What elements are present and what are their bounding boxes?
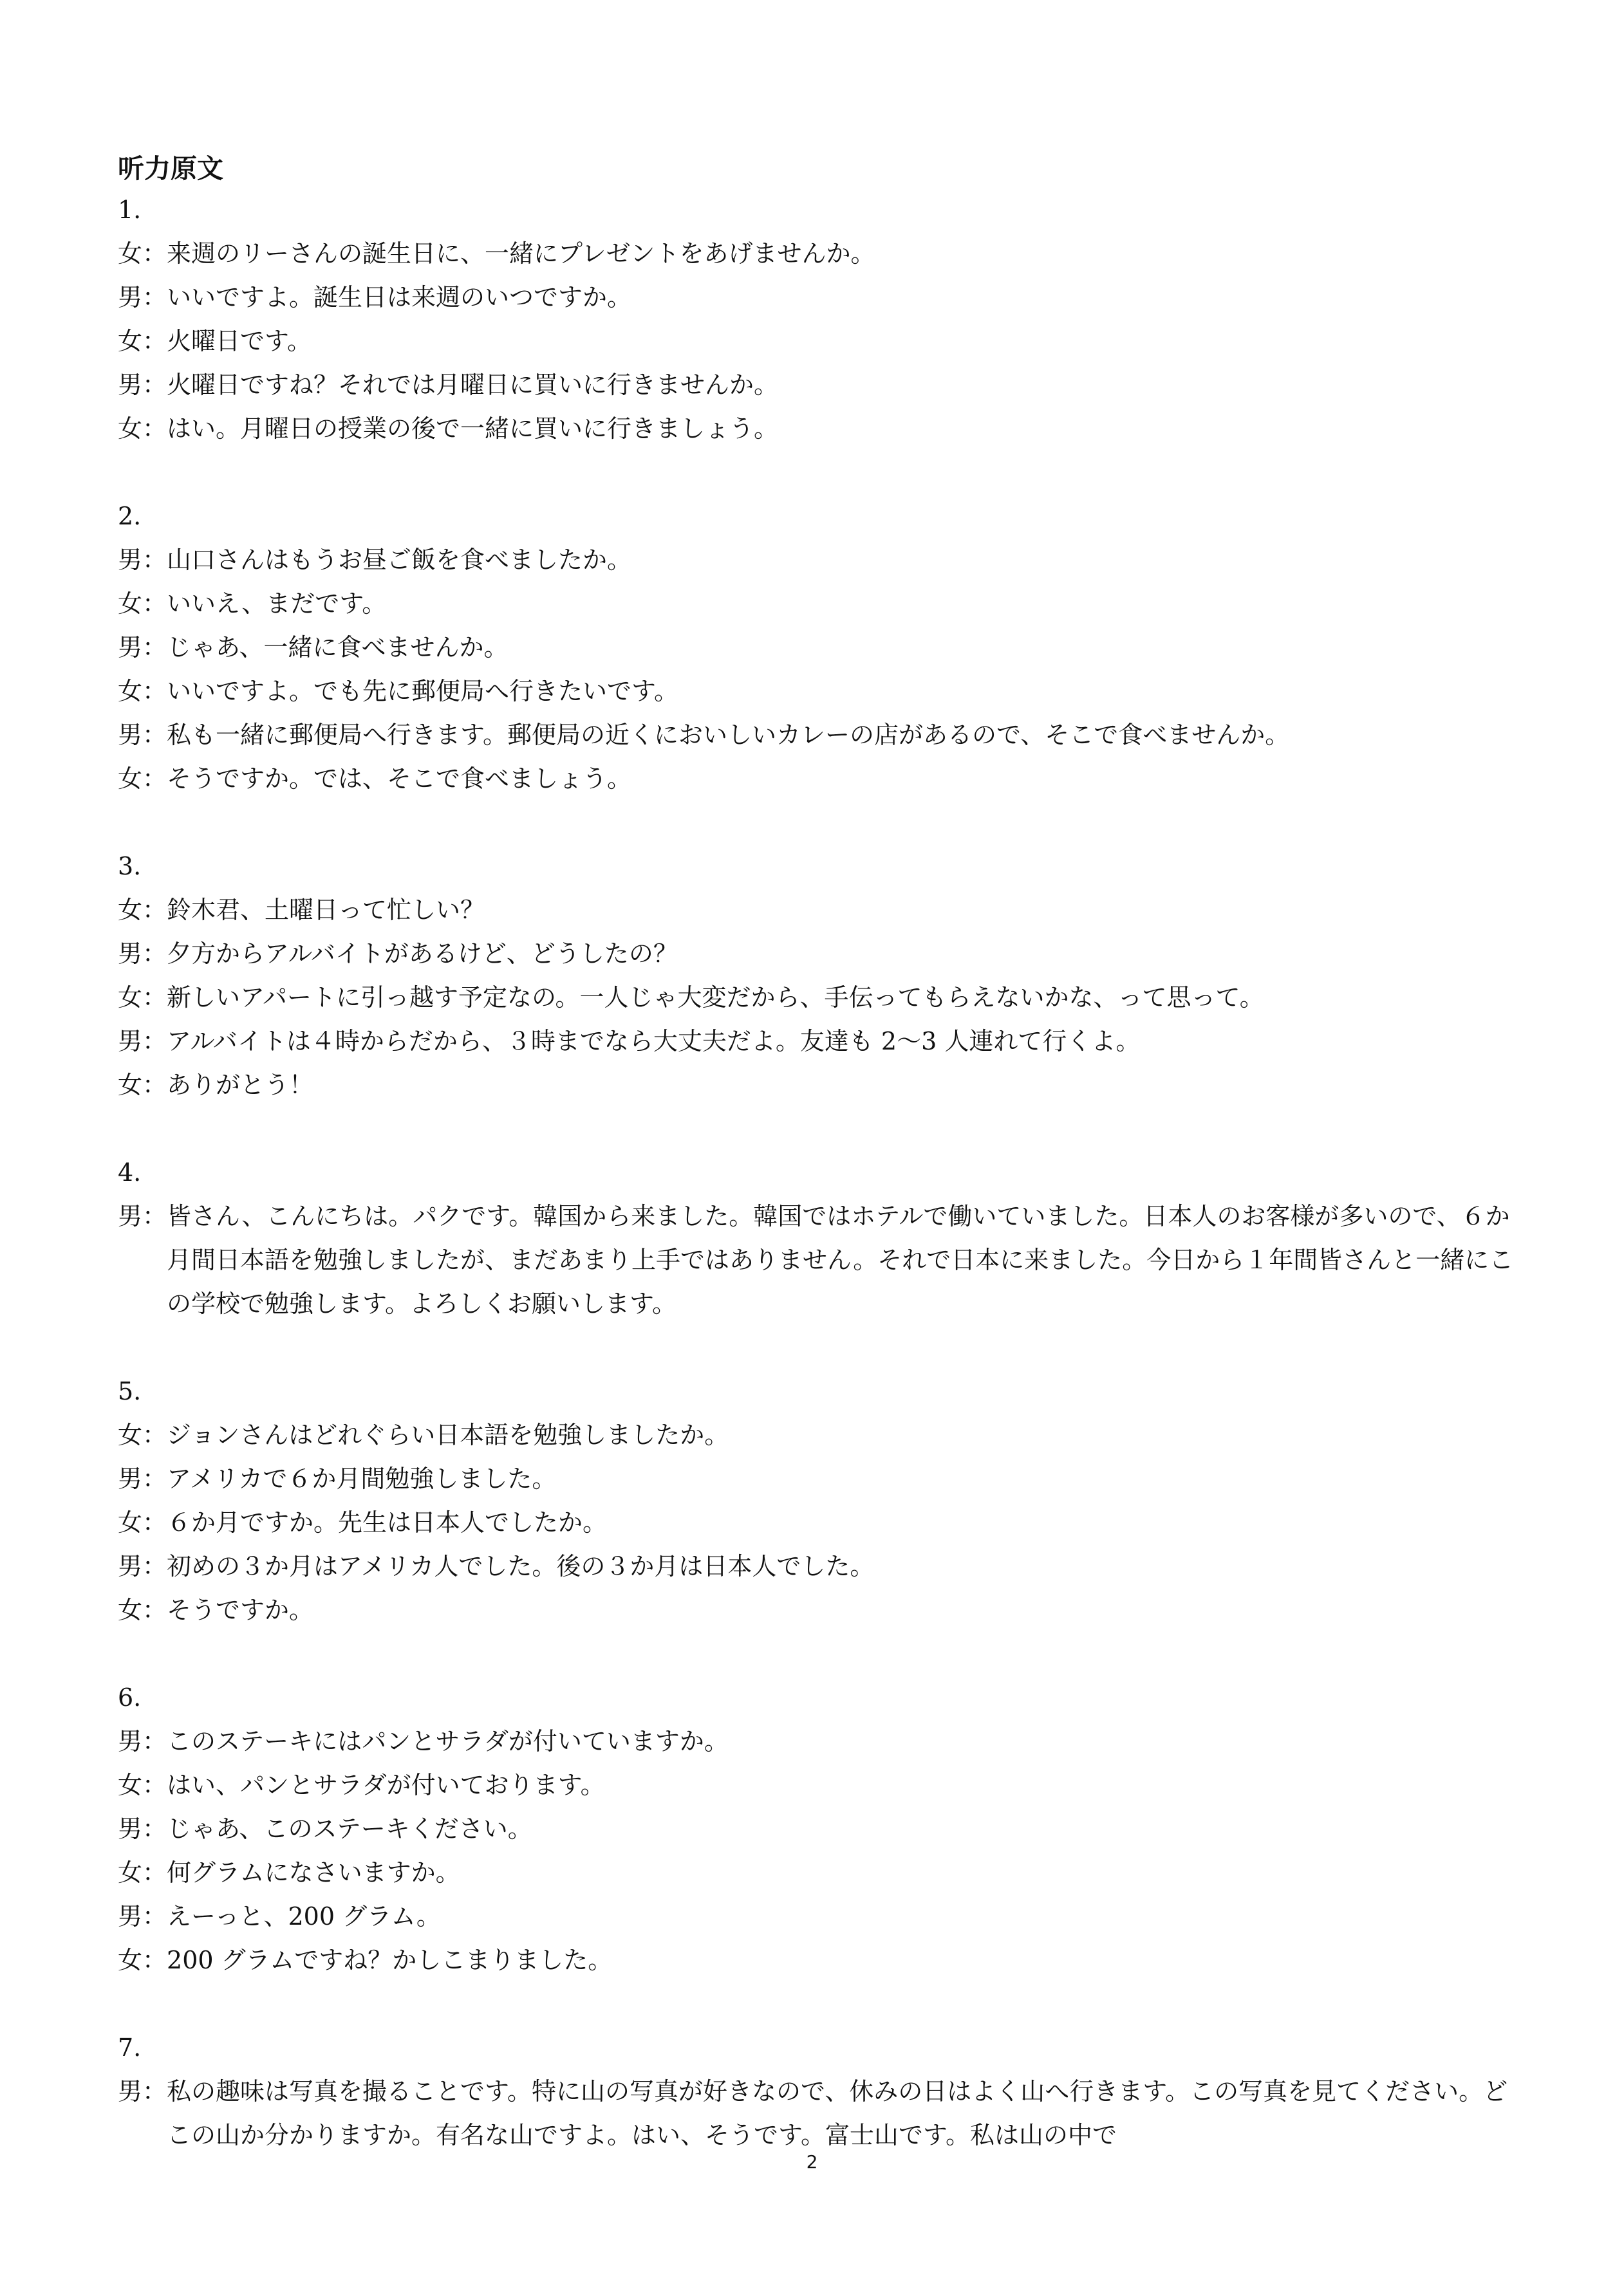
speaker-label: 女： [118, 983, 167, 1012]
dialogue-line [118, 1063, 1521, 1107]
speaker-label: 女： [118, 764, 167, 793]
speaker-label: 男： [118, 633, 167, 662]
dialogue-line [118, 1719, 1521, 1763]
utterance-text: 皆さん、こんにちは。パクです。韓国から来ました。韓国ではホテルで働いていました。日本人のお客様が多いので、６か月間日本語を勉強しましたが、まだあまり上手ではありません。それで日本に来ました。今日から１年間皆さんと一緒にこの学校で勉強します。よろしくお願いします。 [167, 1202, 1514, 1318]
utterance-text: いいえ、まだです。 [167, 589, 387, 618]
utterance-text: えーっと、200 グラム。 [167, 1902, 441, 1930]
dialogue-section [118, 188, 1521, 450]
speaker-label: 男： [118, 1815, 167, 1843]
utterance-text: はい、パンとサラダが付いております。 [167, 1771, 605, 1799]
dialogue-line [118, 1851, 1521, 1894]
dialogue-line [118, 1588, 1521, 1632]
dialogue-line [118, 363, 1521, 407]
utterance-text: アルバイトは４時からだから、３時までなら大丈夫だよ。友達も 2〜3 人連れて行くよ。 [167, 1027, 1141, 1055]
utterance-text: 私の趣味は写真を撮ることです。特に山の写真が好きなので、休みの日はよく山へ行きます。この写真を見てください。どこの山か分かりますか。有名な山ですよ。はい、そうです。富士山です。私は山の中で [167, 2077, 1508, 2149]
dialogue-line [118, 1501, 1521, 1544]
section-number: 2. [118, 502, 142, 530]
utterance-text: 新しいアパートに引っ越す予定なの。一人じゃ大変だから、手伝ってもらえないかな、って思って。 [167, 983, 1264, 1012]
utterance-text: 来週のリーさんの誕生日に、一緒にプレゼントをあげませんか。 [167, 239, 875, 268]
utterance-text: 鈴木君、土曜日って忙しい？ [167, 896, 485, 924]
speaker-label: 女： [118, 589, 167, 618]
speaker-label: 女： [118, 1421, 167, 1449]
utterance-text: アメリカで６か月間勉強しました。 [167, 1465, 557, 1493]
dialogue-line [118, 538, 1521, 582]
document-title: 听力原文 [118, 153, 223, 184]
utterance-text: 初めの３か月はアメリカ人でした。後の３か月は日本人でした。 [167, 1552, 875, 1580]
speaker-label: 女： [118, 1858, 167, 1887]
dialogue-line [118, 1894, 1521, 1938]
speaker-label: 男： [118, 1552, 167, 1580]
speaker-label: 女： [118, 414, 167, 443]
dialogue-sections [118, 188, 1521, 2157]
speaker-label: 男： [118, 546, 167, 574]
utterance-text: そうですか。では、そこで食べましょう。 [167, 764, 632, 793]
speaker-label: 男： [118, 283, 167, 311]
dialogue-line [118, 275, 1521, 319]
dialogue-line [118, 888, 1521, 932]
utterance-text: ６か月ですか。先生は日本人でしたか。 [167, 1508, 608, 1537]
dialogue-line [118, 1544, 1521, 1588]
dialogue-line [118, 319, 1521, 363]
speaker-label: 男： [118, 1027, 167, 1055]
speaker-label: 男： [118, 940, 167, 968]
utterance-text: 火曜日ですね？それでは月曜日に買いに行きませんか。 [167, 371, 779, 399]
speaker-label: 女： [118, 1508, 167, 1537]
speaker-label: 女： [118, 1071, 167, 1099]
dialogue-line [118, 1413, 1521, 1457]
speaker-label: 男： [118, 2077, 167, 2106]
utterance-text: 山口さんはもうお昼ご飯を食べましたか。 [167, 546, 632, 574]
dialogue-line [118, 713, 1521, 757]
section-number: 4. [118, 1158, 142, 1187]
speaker-label: 女： [118, 1771, 167, 1799]
speaker-label: 女： [118, 327, 167, 355]
dialogue-section [118, 844, 1521, 1107]
dialogue-line [118, 582, 1521, 625]
dialogue-line [118, 1938, 1521, 1982]
dialogue-line [118, 2069, 1521, 2157]
utterance-text: ありがとう！ [167, 1071, 314, 1099]
dialogue-line [118, 932, 1521, 976]
dialogue-section [118, 1151, 1521, 1326]
utterance-text: 火曜日です。 [167, 327, 312, 355]
dialogue-section [118, 1676, 1521, 1982]
speaker-label: 男： [118, 371, 167, 399]
speaker-label: 男： [118, 1202, 167, 1230]
dialogue-line [118, 757, 1521, 801]
dialogue-section [118, 2026, 1521, 2157]
document-body [118, 149, 1521, 2157]
utterance-text: じゃあ、このステーキください。 [167, 1815, 532, 1843]
speaker-label: 女： [118, 1946, 167, 1974]
dialogue-line [118, 232, 1521, 275]
dialogue-line [118, 407, 1521, 450]
dialogue-line [118, 1763, 1521, 1807]
speaker-label: 女： [118, 896, 167, 924]
section-number: 3. [118, 852, 142, 880]
utterance-text: 何グラムになさいますか。 [167, 1858, 460, 1887]
utterance-text: いいですよ。誕生日は来週のいつですか。 [167, 283, 632, 311]
utterance-text: そうですか。 [167, 1596, 314, 1624]
speaker-label: 男： [118, 1727, 167, 1755]
utterance-text: 私も一緒に郵便局へ行きます。郵便局の近くにおいしいカレーの店があるので、そこで食べませんか。 [167, 721, 1290, 749]
speaker-label: 女： [118, 239, 167, 268]
dialogue-line [118, 1807, 1521, 1851]
utterance-text: はい。月曜日の授業の後で一緒に買いに行きましょう。 [167, 414, 779, 443]
utterance-text: じゃあ、一緒に食べませんか。 [167, 633, 509, 662]
speaker-label: 男： [118, 1902, 167, 1930]
dialogue-section [118, 1369, 1521, 1632]
dialogue-line [118, 669, 1521, 713]
utterance-text: ジョンさんはどれぐらい日本語を勉強しましたか。 [167, 1421, 729, 1449]
speaker-label: 女： [118, 1596, 167, 1624]
speaker-label: 女： [118, 677, 167, 705]
section-number: 6. [118, 1683, 142, 1712]
section-number: 1. [118, 196, 142, 224]
speaker-label: 男： [118, 1465, 167, 1493]
section-number: 5. [118, 1377, 142, 1405]
speaker-label: 男： [118, 721, 167, 749]
utterance-text: このステーキにはパンとサラダが付いていますか。 [167, 1727, 729, 1755]
dialogue-section [118, 494, 1521, 801]
section-number: 7. [118, 2033, 142, 2062]
utterance-text: いいですよ。でも先に郵便局へ行きたいです。 [167, 677, 678, 705]
dialogue-line [118, 1019, 1521, 1063]
utterance-text: 夕方からアルバイトがあるけど、どうしたの？ [167, 940, 678, 968]
utterance-text: 200 グラムですね？かしこまりました。 [167, 1946, 613, 1974]
dialogue-line [118, 1457, 1521, 1501]
dialogue-line [118, 625, 1521, 669]
dialogue-line [118, 976, 1521, 1019]
page-number: 2 [806, 2151, 818, 2172]
dialogue-line [118, 1194, 1521, 1326]
